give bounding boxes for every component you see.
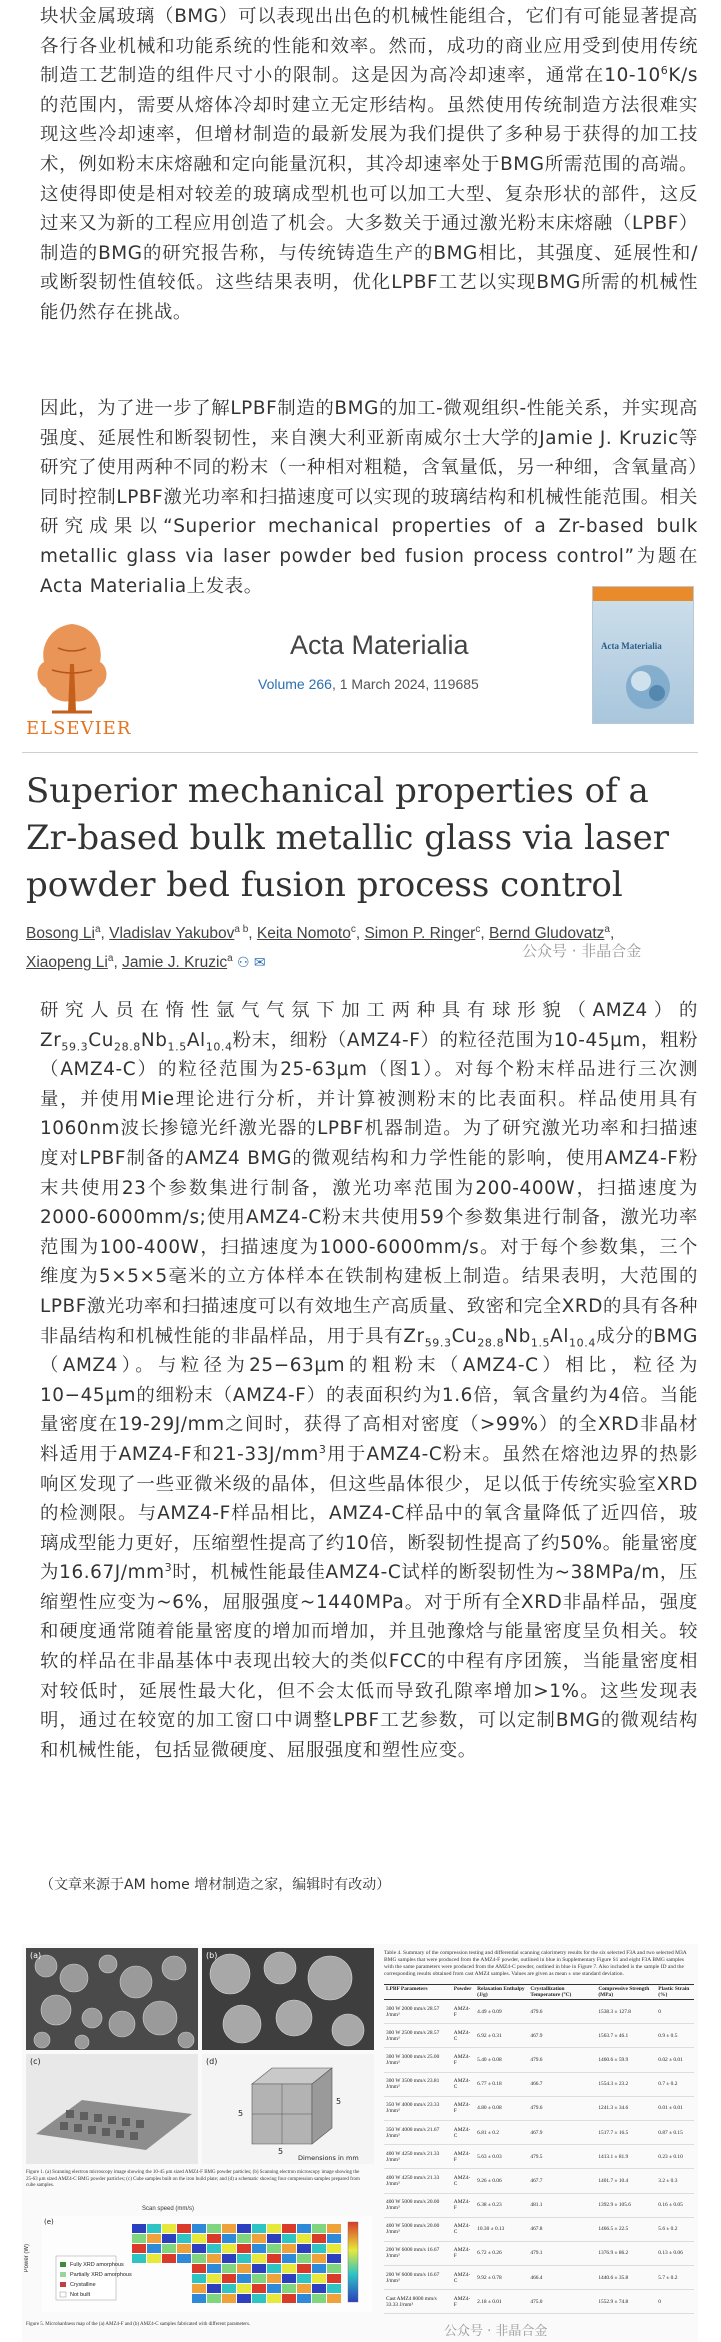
heatmap-cell — [162, 2244, 176, 2253]
table-cell: 4.49 ± 0.09 — [475, 2000, 528, 2024]
author-affiliation: a — [604, 923, 610, 935]
heatmap-cell — [207, 2254, 221, 2263]
heatmap-cell — [297, 2294, 311, 2303]
dimension-value: 5 — [336, 2097, 342, 2106]
figure-table-panel — [384, 1944, 698, 2342]
intro-paragraph-2: 因此，为了进一步了解LPBF制造的BMG的加工-微观组织-性能关系，并实现高强度、延展性和断裂韧性，来自澳大利亚新南威尔士大学的Jamie J. Kruzic等研究了使用两种不同的粉末（一种相对粗糙，含氧量低，另一种细，含氧量高）同时控制LPBF激光功率和扫描速度可以实现的玻璃结构和机械性能范围。相关研究成果以“Superior mechanical properties of a Zr-based bulk metallic glass via laser powder bed fusion process control”为题在Acta Materialia上发表。 — [40, 398, 698, 597]
table-cell: AMZ4-C — [452, 2024, 475, 2048]
heatmap-ylabel: Power (W) — [24, 2244, 30, 2273]
legend-entry: Fully XRD amorphous — [70, 2262, 124, 2268]
heatmap-cell — [327, 2254, 341, 2263]
table-cell: 1376.9 ± 86.2 — [596, 2241, 656, 2265]
table-header-cell: Compressive Strength (MPa) — [596, 1985, 656, 2000]
table-cell: 400 W 5000 mm/s 20.00 J/mm³ — [384, 2193, 452, 2217]
table-cell: 479.1 — [528, 2241, 596, 2265]
heatmap-cell — [267, 2244, 281, 2253]
formula-subscript: 59.3 — [424, 1336, 452, 1350]
heatmap-cell — [327, 2264, 341, 2273]
heatmap-cell — [267, 2284, 281, 2293]
heatmap-cell — [297, 2274, 311, 2283]
author-name[interactable]: Keita Nomoto — [256, 925, 351, 942]
heatmap-cell — [132, 2244, 146, 2253]
journal-volume — [258, 676, 479, 692]
journal-cover[interactable] — [592, 586, 694, 724]
heatmap-cell — [147, 2224, 161, 2233]
table-row — [384, 2120, 694, 2144]
heatmap-cell — [222, 2264, 236, 2273]
body-text: Al — [186, 1029, 206, 1051]
heatmap-cell — [207, 2264, 221, 2273]
heatmap-cell — [192, 2274, 206, 2283]
heatmap-cell — [267, 2274, 281, 2283]
body-text: Nb — [140, 1029, 168, 1051]
dimension-label: Dimensions in mm — [298, 2154, 359, 2162]
heatmap-cell — [267, 2264, 281, 2273]
heatmap-cell — [237, 2244, 251, 2253]
table-cell: 5.63 ± 0.03 — [475, 2145, 528, 2169]
table-cell: 200 W 6000 mm/s 16.67 J/mm³ — [384, 2241, 452, 2265]
author-name[interactable]: Simon P. Ringer — [364, 925, 476, 942]
author-name[interactable]: Jamie J. Kruzic — [122, 954, 228, 971]
table-cell: 0 — [656, 2290, 694, 2314]
table-row — [384, 2266, 694, 2290]
heatmap-cell — [297, 2244, 311, 2253]
table-row — [384, 2145, 694, 2169]
heatmap-cell — [252, 2224, 266, 2233]
table-cell: 466.7 — [528, 2072, 596, 2096]
dimension-value: 5 — [278, 2147, 284, 2156]
cover-title: Acta Materialia — [601, 641, 662, 651]
table-cell: 1413.1 ± 81.9 — [596, 2145, 656, 2169]
heatmap-cell — [177, 2224, 191, 2233]
unit-superscript: 3 — [164, 1561, 173, 1575]
body-text: Cu — [88, 1029, 114, 1051]
intro-p1-sup: 6 — [660, 64, 669, 78]
table-cell: AMZ4-F — [452, 2096, 475, 2120]
table-cell: 479.6 — [528, 2096, 596, 2120]
heatmap-cell — [312, 2244, 326, 2253]
figure1-caption: Figure 1. (a) Scanning electron microscopy image showing the 10-45 μm sized AMZ4-F BMG powder particles; (b) Scanning electron microscopy image showing the 25-63 μm sized AMZ4-C BMG powder particles; (c) Cube samples built on the iron build plate; and (d) a schematic showing four compression samples prepared from cube samples. — [26, 2170, 360, 2188]
legend-entry: Not built — [70, 2292, 91, 2298]
heatmap-cell — [327, 2234, 341, 2243]
heatmap-cell — [237, 2254, 251, 2263]
table-cell: 467.9 — [528, 2024, 596, 2048]
dimension-value: 5 — [238, 2109, 244, 2118]
heatmap-cell — [222, 2224, 236, 2233]
table-cell: 0.87 ± 0.15 — [656, 2120, 694, 2144]
author-affiliation: a b — [234, 923, 249, 935]
heatmap-cell — [282, 2244, 296, 2253]
author-affiliation: a — [227, 952, 233, 964]
table-cell: 10.30 ± 0.13 — [475, 2217, 528, 2241]
table-cell: 1392.9 ± 105.6 — [596, 2193, 656, 2217]
heatmap-cell — [222, 2274, 236, 2283]
intro-p1-text-a: 块状金属玻璃（BMG）可以表现出出色的机械性能组合，它们有可能显著提高各行各业机械和功能系统的性能和效率。然而，成功的商业应用受到使用传统制造工艺制造的组件尺寸小的限制。这是因为高冷却速率，通常在10-10 — [40, 6, 698, 87]
formula-subscript: 1.5 — [530, 1336, 551, 1350]
heatmap-cell — [252, 2274, 266, 2283]
heatmap-cell — [207, 2234, 221, 2243]
heatmap-cell — [312, 2234, 326, 2243]
heatmap-cell — [297, 2234, 311, 2243]
table-header-cell: LPBF Parameters — [384, 1985, 452, 2000]
email-icon[interactable]: ✉ — [253, 954, 266, 970]
heatmap-cell — [312, 2274, 326, 2283]
table-row — [384, 2193, 694, 2217]
publisher-wordmark: ELSEVIER — [26, 718, 132, 739]
table-row — [384, 2241, 694, 2265]
heatmap-cell — [312, 2224, 326, 2233]
table-cell: 400 W 4250 mm/s 21.33 J/mm³ — [384, 2145, 452, 2169]
table-cell: 479.6 — [528, 2000, 596, 2024]
heatmap-cell — [327, 2224, 341, 2233]
author-affiliation: a — [107, 952, 114, 964]
table-cell: 9.92 ± 0.78 — [475, 2266, 528, 2290]
heatmap-cell — [162, 2254, 176, 2263]
table-cell: Cast AMZ4 8000 mm/s 33.33 J/mm³ — [384, 2290, 452, 2314]
heatmap-cell — [237, 2294, 251, 2303]
body-text: 用于AMZ4-C粉末。虽然在熔池边界的热影响区发现了一些亚微米级的晶体，但这些晶体很少，足以低于传统实验室XRD的检测限。与AMZ4-F样品相比，AMZ4-C样品中的氧含量降低了近四倍，玻璃成型能力更好，压缩塑性提高了约10倍，断裂韧性提高了约50%。能量密度为16.67J/mm — [40, 1443, 698, 1584]
table-cell: 1466.5 ± 22.5 — [596, 2217, 656, 2241]
paper-title: Superior mechanical properties of a Zr-based bulk metallic glass via laser powder bed fusion process control — [26, 771, 669, 905]
table-cell: AMZ4-C — [452, 2266, 475, 2290]
body-text: 时，机械性能最佳AMZ4-C试样的断裂韧性为~38MPa/m，压缩塑性应变为~6%，屈服强度~1440MPa。对于所有全XRD非晶样品，强度和硬度通常随着能量密度的增加而增加，并且弛豫焓与能量密度呈负相关。较软的样品在非晶基体中表现出较大的类似FCC的中程有序团簇，当能量密度相对较低时，延展性最大化，但不会太低而导致孔隙率增加>1%。这些发现表明，通过在较宽的加工窗口中调整LPBF工艺参数，可以定制BMG的微观结构和机械性能，包括显微硬度、屈服强度和塑性应变。 — [40, 1562, 698, 1761]
formula-subscript: 28.8 — [477, 1336, 505, 1350]
legend-entry: Crystalline — [70, 2282, 96, 2288]
table-cell: 4.80 ± 0.08 — [475, 2096, 528, 2120]
heatmap-cell — [207, 2294, 221, 2303]
heatmap-cell — [282, 2284, 296, 2293]
table-cell: 3.2 ± 0.3 — [656, 2169, 694, 2193]
table4-caption: Table 4. Summary of the compression testing and differential scanning calorimetry results for the six selected F3A and two selected M3A BMG samples that were produced from the AMZ4-F powder, outlined in blue in Supplementary Figure S1 and eight F3A BMG samples with the same parameters were produced from the AMZ4-C powder, outlined in blue in Figure 7. Also included is the sample ID and the corresponding results obtained from cast AMZ4 samples. Values are given as mean ± one standard deviation. — [384, 1950, 687, 1977]
table-cell: 1440.6 ± 35.8 — [596, 2266, 656, 2290]
table-cell: AMZ4-F — [452, 2290, 475, 2314]
panel-label: (a) — [30, 1951, 42, 1960]
table-cell: AMZ4-C — [452, 2169, 475, 2193]
table-cell: 350 W 4000 mm/s 21.67 J/mm³ — [384, 2120, 452, 2144]
table-cell: AMZ4-F — [452, 2000, 475, 2024]
table-cell: AMZ4-C — [452, 2072, 475, 2096]
table-cell: 6.77 ± 0.18 — [475, 2072, 528, 2096]
author-affiliation: a — [94, 923, 101, 935]
table-cell: 467.7 — [528, 2169, 596, 2193]
wechat-watermark-2: 公众号 · 非晶合金 — [444, 2324, 548, 2339]
heatmap-cell — [267, 2234, 281, 2243]
heatmap-cell — [252, 2244, 266, 2253]
heatmap-cell — [282, 2264, 296, 2273]
heatmap-cell — [192, 2294, 206, 2303]
table-cell: 1517.7 ± 16.5 — [596, 2120, 656, 2144]
table-cell: 466.4 — [528, 2266, 596, 2290]
heatmap-cell — [282, 2274, 296, 2283]
heatmap-cell — [297, 2284, 311, 2293]
heatmap-cell — [267, 2254, 281, 2263]
elsevier-tree-logo — [22, 600, 122, 728]
volume-date: , 1 March 2024, 119685 — [331, 676, 479, 692]
heatmap-cell — [327, 2294, 341, 2303]
table-cell: 1401.7 ± 10.4 — [596, 2169, 656, 2193]
heatmap-cell — [222, 2234, 236, 2243]
heatmap-cell — [207, 2224, 221, 2233]
table-cell: 5.40 ± 0.08 — [475, 2048, 528, 2072]
table-header-cell: Crystallization Temperature (°C) — [528, 1985, 596, 2000]
heatmap-cell — [222, 2244, 236, 2253]
table-header-cell: Plastic Strain (%) — [656, 1985, 694, 2000]
table-row — [384, 2290, 694, 2314]
table-row — [384, 2024, 694, 2048]
author-affiliation: c — [475, 923, 481, 935]
table-cell: AMZ4-C — [452, 2120, 475, 2144]
table-cell: 6.72 ± 0.26 — [475, 2241, 528, 2265]
table-row — [384, 2048, 694, 2072]
person-icon[interactable]: ⚇ — [237, 954, 250, 970]
heatmap-cell — [177, 2244, 191, 2253]
heatmap-cell — [192, 2254, 206, 2263]
table-cell: 6.92 ± 0.31 — [475, 2024, 528, 2048]
heatmap-cell — [237, 2274, 251, 2283]
volume-link[interactable]: Volume 266 — [258, 676, 332, 692]
heatmap-cell — [312, 2254, 326, 2263]
table-row — [384, 2000, 694, 2024]
table-cell: AMZ4-F — [452, 2048, 475, 2072]
formula-subscript: 10.4 — [205, 1040, 233, 1054]
heatmap-cell — [237, 2234, 251, 2243]
heatmap-cell — [327, 2284, 341, 2293]
heatmap-cell — [222, 2294, 236, 2303]
body-paragraph — [40, 996, 698, 1765]
formula-subscript: 10.4 — [569, 1336, 596, 1350]
heatmap-cell — [147, 2234, 161, 2243]
heatmap-cell — [327, 2244, 341, 2253]
table-cell: 300 W 3500 mm/s 23.81 J/mm³ — [384, 2072, 452, 2096]
intro-p1-text-b: K/s的范围内，需要从熔体冷却时建立无定形结构。虽然使用传统制造方法很难实现这些冷却速率，但增材制造的最新发展为我们提供了多种易于获得的加工技术，例如粉末床熔融和定向能量沉积，其冷却速率处于BMG所需范围的高端。这使得即使是相对较差的玻璃成型机也可以加工大型、复杂形状的部件，这反过来又为新的工程应用创造了机会。大多数关于通过激光粉末床熔融（LPBF）制造的BMG的研究报告称，与传统铸造生产的BMG相比，其强度、延展性和/或断裂韧性值较低。这些结果表明，优化LPBF工艺以实现BMG所需的机械性能仍然存在挑战。 — [40, 65, 698, 323]
unit-superscript: 3 — [318, 1442, 327, 1456]
body-text: 粉末，细粉（AMZ4-F）的粒径范围为10-45μm，粗粉（AMZ4-C）的粒径范围为25-63μm（图1）。对每个粉末样品进行三次测量，并使用Mie理论进行分析，并计算被测粉末的比表面积。样品使用具有1060nm波长掺镱光纤激光器的LPBF机器制造。为了研究激光功率和扫描速度对LPBF制备的AMZ4 BMG的微观结构和力学性能的影响，使用AMZ4-F粉末共使用23个参数集进行制备，激光功率范围为200-400W，扫描速度为2000-6000mm/s;使用AMZ4-C粉末共使用59个参数集进行制备，激光功率范围为100-400W，扫描速度为1000-6000mm/s。对于每个参数集，三个维度为5×5×5毫米的立方体样本在铁制构建板上制造。结果表明，大范围的LPBF激光功率和扫描速度可以有效地生产高质量、致密和完全XRD的具有各种非晶结构和机械性能的非晶样品，用于具有Zr — [40, 1029, 698, 1347]
table-cell: 467.8 — [528, 2217, 596, 2241]
table-cell: 475.0 — [528, 2290, 596, 2314]
heatmap-cell — [267, 2224, 281, 2233]
heatmap-cell — [282, 2224, 296, 2233]
heatmap-cell — [162, 2224, 176, 2233]
author-list: Bosong Li$^a$, Vladislav Yakubov$^{a b}$, Keita Nomoto$^c$, Simon P. Ringer$^c$, Bernd Gludovatz$^a$, Xiaopeng Li$^a$, Jamie J. Kruzic$^a$ ⚇ ✉ — [26, 923, 615, 971]
table-header-cell: Relaxation Enthalpy (J/g) — [475, 1985, 528, 2000]
table-cell: 350 W 4000 mm/s 23.33 J/mm³ — [384, 2096, 452, 2120]
table-cell: AMZ4-C — [452, 2217, 475, 2241]
heatmap-cell — [192, 2264, 206, 2273]
journal-name[interactable]: Acta Materialia — [290, 630, 469, 660]
panel-label: (b) — [206, 1951, 218, 1960]
heatmap-cell — [132, 2224, 146, 2233]
table-cell: AMZ4-F — [452, 2241, 475, 2265]
figure-left-panels — [22, 1944, 377, 2342]
legend-entry: Partially XRD amorphous — [70, 2272, 132, 2278]
panel-label: (e) — [44, 2218, 54, 2226]
heatmap-cell — [132, 2254, 146, 2263]
table-cell: 2.18 ± 0.01 — [475, 2290, 528, 2314]
cube-samples-photo — [26, 2054, 198, 2164]
table-cell: 5.7 ± 0.2 — [656, 2266, 694, 2290]
table-cell: 9.26 ± 0.06 — [475, 2169, 528, 2193]
table-cell: 1563.7 ± 46.1 — [596, 2024, 656, 2048]
intro-paragraph-1 — [40, 2, 698, 328]
table-cell: 1552.9 ± 74.8 — [596, 2290, 656, 2314]
table4 — [384, 1984, 694, 2314]
heatmap-cell — [147, 2244, 161, 2253]
heatmap-cell — [162, 2234, 176, 2243]
formula-subscript: 1.5 — [167, 1040, 187, 1054]
heatmap-title: Scan speed (mm/s) — [142, 2206, 195, 2212]
formula-subscript: 28.8 — [113, 1040, 141, 1054]
heatmap-cell — [282, 2294, 296, 2303]
heatmap-cell — [207, 2274, 221, 2283]
table-cell: 0.01 ± 0.01 — [656, 2096, 694, 2120]
heatmap-cell — [312, 2284, 326, 2293]
table-cell: 0.23 ± 0.10 — [656, 2145, 694, 2169]
table-cell: 479.5 — [528, 2145, 596, 2169]
table-cell: 6.81 ± 0.2 — [475, 2120, 528, 2144]
table-cell: 467.9 — [528, 2120, 596, 2144]
heatmap-cell — [252, 2284, 266, 2293]
table-cell: 0.02 ± 0.01 — [656, 2048, 694, 2072]
compression-sample-schematic — [202, 2054, 374, 2164]
table-cell: 0.9 ± 0.5 — [656, 2024, 694, 2048]
figure5-caption: Figure 5. Microhardness map of the (a) AMZ4-F and (b) AMZ4-C samples fabricated with different parameters. — [26, 2322, 251, 2327]
body-text: 成分的BMG（AMZ4）。与粒径为25−63μm的粗粉末（AMZ4-C）相比，粒径为10−45μm的细粉末（AMZ4-F）的表面积约为1.6倍，氧含量约为4倍。当能量密度在19-29J/mm之间时，获得了高相对密度（>99%）的全XRD非晶材料适用于AMZ4-F和21-33J/mm — [40, 1325, 698, 1465]
table-row — [384, 2072, 694, 2096]
heatmap-cell — [237, 2224, 251, 2233]
sem-image-coarse-powder — [202, 1948, 374, 2050]
table-cell: 300 W 2500 mm/s 28.57 J/mm³ — [384, 2024, 452, 2048]
table-row — [384, 2169, 694, 2193]
table-cell: 400 W 4250 mm/s 21.33 J/mm³ — [384, 2169, 452, 2193]
table-cell: 0.16 ± 0.05 — [656, 2193, 694, 2217]
heatmap-cell — [252, 2264, 266, 2273]
heatmap-cell — [132, 2234, 146, 2243]
heatmap-cell — [237, 2264, 251, 2273]
heatmap-cell — [192, 2244, 206, 2253]
body-text: Cu — [451, 1325, 478, 1347]
author-name[interactable]: Vladislav Yakubov — [109, 925, 235, 942]
heatmap-cell — [192, 2284, 206, 2293]
table-cell: 1460.6 ± 59.9 — [596, 2048, 656, 2072]
cover-art — [613, 657, 683, 717]
heatmap-cell — [252, 2294, 266, 2303]
table-cell: 300 W 3000 mm/s 25.00 J/mm³ — [384, 2048, 452, 2072]
table-cell: AMZ4-F — [452, 2193, 475, 2217]
heatmap-cell — [237, 2284, 251, 2293]
heatmap-cell — [312, 2294, 326, 2303]
table-cell: 400 W 5000 mm/s 20.00 J/mm³ — [384, 2217, 452, 2241]
source-credit: （文章来源于AM home 增材制造之家，编辑时有改动） — [40, 1877, 391, 1893]
heatmap-cell — [207, 2244, 221, 2253]
table-cell: 1554.3 ± 23.2 — [596, 2072, 656, 2096]
heatmap-cell — [177, 2254, 191, 2263]
heatmap-cell — [282, 2254, 296, 2263]
author-name[interactable]: Bernd Gludovatz — [488, 925, 605, 942]
formula-subscript: 59.3 — [61, 1040, 89, 1054]
body-text: Al — [550, 1325, 570, 1347]
heatmap-cell — [297, 2224, 311, 2233]
table-cell: 479.6 — [528, 2048, 596, 2072]
panel-label: (d) — [206, 2057, 218, 2066]
author-name[interactable]: Bosong Li — [26, 925, 95, 942]
heatmap-cell — [192, 2224, 206, 2233]
table-cell: 1538.3 ± 127.8 — [596, 2000, 656, 2024]
table-header-cell: Powder — [452, 1985, 475, 2000]
heatmap-cell — [297, 2264, 311, 2273]
panel-label: (c) — [30, 2057, 41, 2066]
table-cell: 0.13 ± 0.06 — [656, 2241, 694, 2265]
table-cell: 6.38 ± 0.23 — [475, 2193, 528, 2217]
table-cell: 1241.3 ± 34.6 — [596, 2096, 656, 2120]
journal-header — [22, 586, 698, 750]
table-cell: 481.1 — [528, 2193, 596, 2217]
table-cell: AMZ4-F — [452, 2145, 475, 2169]
journal-divider — [22, 752, 698, 753]
table-row — [384, 2096, 694, 2120]
heatmap-cell — [177, 2234, 191, 2243]
heatmap-cell — [222, 2254, 236, 2263]
table-cell: 5.6 ± 0.2 — [656, 2217, 694, 2241]
figure-composite[interactable] — [22, 1944, 698, 2342]
author-affiliation: c — [350, 923, 356, 935]
heatmap-cell — [207, 2284, 221, 2293]
table-cell: 0.7 ± 0.2 — [656, 2072, 694, 2096]
heatmap-cell — [282, 2234, 296, 2243]
table-header-row — [384, 1985, 694, 2000]
heatmap-cell — [297, 2254, 311, 2263]
microhardness-heatmap — [42, 2216, 372, 2312]
heatmap-cell — [252, 2234, 266, 2243]
body-text: Nb — [504, 1325, 531, 1347]
table-cell: 300 W 2000 mm/s 28.57 J/mm³ — [384, 2000, 452, 2024]
heatmap-cell — [312, 2264, 326, 2273]
body-text: 研究人员在惰性氩气气氛下加工两种具有球形貌（AMZ4）的Zr — [40, 1000, 698, 1051]
author-name[interactable]: Xiaopeng Li — [26, 954, 108, 971]
table-cell: 200 W 6000 mm/s 16.67 J/mm³ — [384, 2266, 452, 2290]
table-cell: 0 — [656, 2000, 694, 2024]
heatmap-cell — [222, 2284, 236, 2293]
heatmap-cell — [252, 2254, 266, 2263]
wechat-watermark: 公众号 · 非晶合金 — [522, 942, 642, 960]
heatmap-cell — [327, 2274, 341, 2283]
heatmap-cell — [147, 2254, 161, 2263]
table-row — [384, 2217, 694, 2241]
heatmap-cell — [192, 2234, 206, 2243]
heatmap-cell — [267, 2294, 281, 2303]
sem-image-fine-powder — [26, 1948, 198, 2050]
